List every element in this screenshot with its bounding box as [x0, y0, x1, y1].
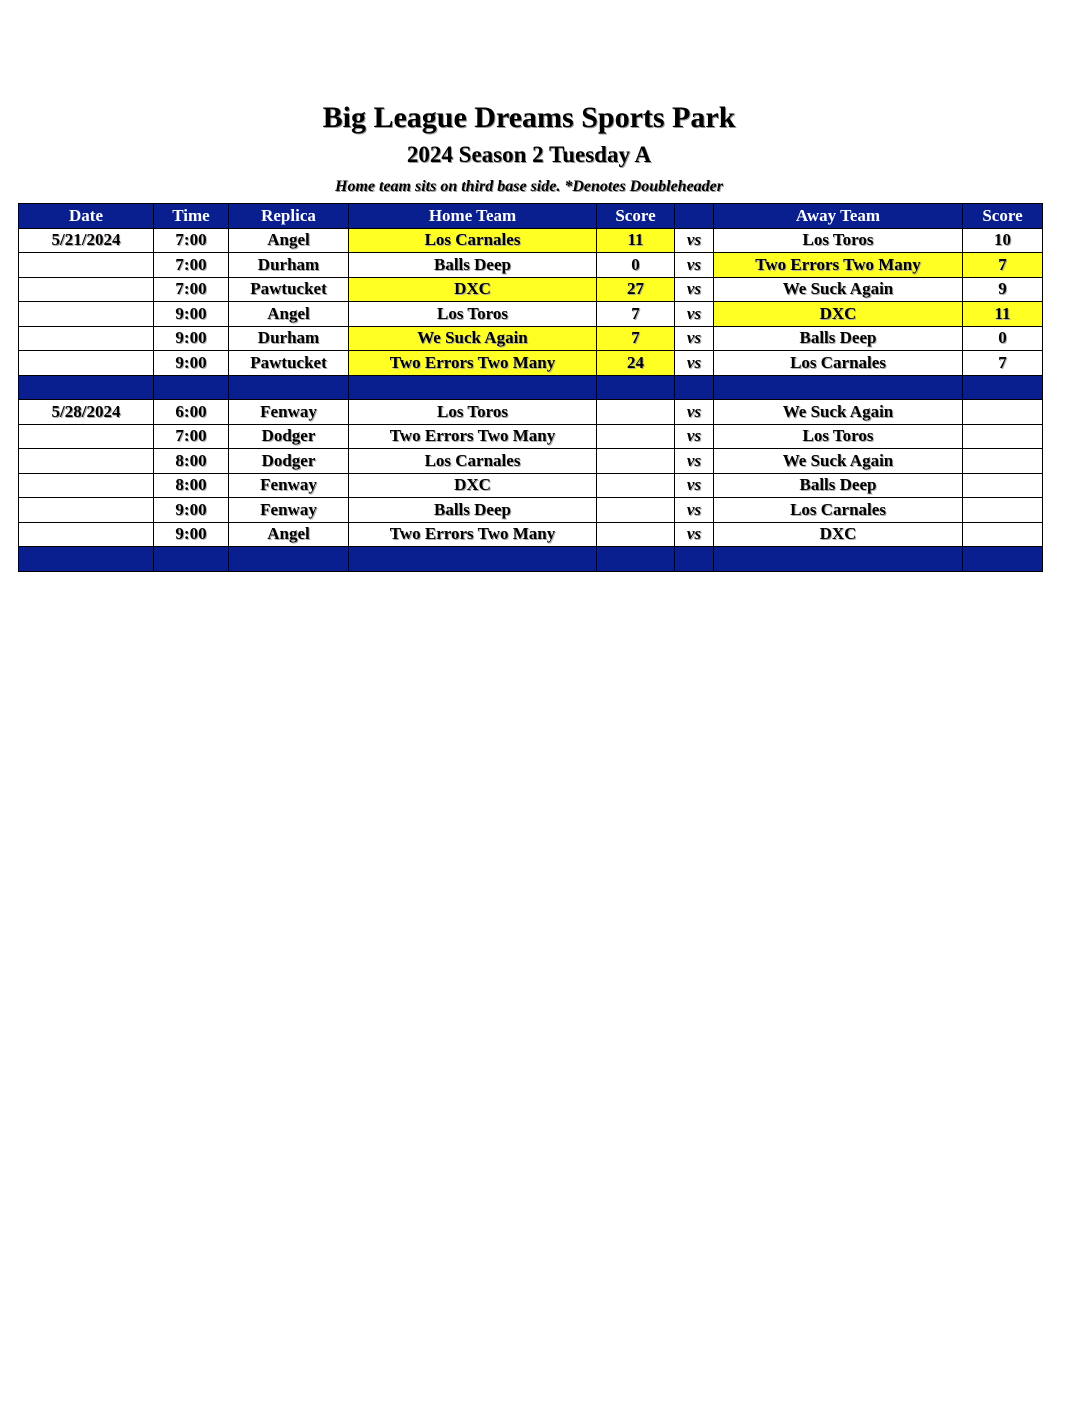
- home-score-cell: [597, 449, 675, 474]
- vs-cell: vs: [675, 400, 714, 425]
- vs-cell: vs: [675, 522, 714, 547]
- away-team-cell: Balls Deep: [714, 326, 963, 351]
- home-score-cell: [597, 473, 675, 498]
- home-score-cell: [597, 498, 675, 523]
- time-cell: 6:00: [154, 400, 229, 425]
- away-score-cell: [963, 498, 1043, 523]
- table-header-row: [19, 204, 1043, 229]
- replica-cell: Angel: [229, 302, 349, 327]
- time-cell: 8:00: [154, 473, 229, 498]
- home-score-cell: 24: [597, 351, 675, 376]
- vs-cell: vs: [675, 351, 714, 376]
- away-score-cell: [963, 424, 1043, 449]
- table-row: [19, 351, 1043, 376]
- time-cell: 9:00: [154, 326, 229, 351]
- table-row: [19, 302, 1043, 327]
- away-score-cell: 0: [963, 326, 1043, 351]
- home-team-cell: Los Toros: [349, 302, 597, 327]
- replica-cell: Fenway: [229, 498, 349, 523]
- home-team-cell: Balls Deep: [349, 498, 597, 523]
- vs-cell: vs: [675, 449, 714, 474]
- table-row: [19, 228, 1043, 253]
- home-score-cell: [597, 522, 675, 547]
- table-row: [19, 400, 1043, 425]
- date-cell: [19, 277, 154, 302]
- time-cell: 7:00: [154, 253, 229, 278]
- header-home-team: Home Team: [349, 204, 597, 229]
- replica-cell: Fenway: [229, 473, 349, 498]
- home-score-cell: [597, 400, 675, 425]
- home-team-cell: Los Carnales: [349, 449, 597, 474]
- replica-cell: Pawtucket: [229, 351, 349, 376]
- replica-cell: Pawtucket: [229, 277, 349, 302]
- away-team-cell: Los Toros: [714, 228, 963, 253]
- home-team-cell: Balls Deep: [349, 253, 597, 278]
- away-team-cell: DXC: [714, 522, 963, 547]
- home-score-cell: 0: [597, 253, 675, 278]
- away-score-cell: 10: [963, 228, 1043, 253]
- header-away-score: Score: [963, 204, 1043, 229]
- away-team-cell: Los Carnales: [714, 351, 963, 376]
- header-date: Date: [19, 204, 154, 229]
- time-cell: 7:00: [154, 228, 229, 253]
- home-team-cell: DXC: [349, 473, 597, 498]
- home-team-cell: Two Errors Two Many: [349, 351, 597, 376]
- date-cell: [19, 498, 154, 523]
- schedule-note: Home team sits on third base side. *Denotes Doubleheader: [335, 178, 723, 195]
- away-team-cell: Two Errors Two Many: [714, 253, 963, 278]
- header-time: Time: [154, 204, 229, 229]
- home-team-cell: Two Errors Two Many: [349, 424, 597, 449]
- away-team-cell: We Suck Again: [714, 277, 963, 302]
- vs-cell: vs: [675, 277, 714, 302]
- vs-cell: vs: [675, 326, 714, 351]
- table-row: [19, 253, 1043, 278]
- table-row: [19, 498, 1043, 523]
- time-cell: 9:00: [154, 522, 229, 547]
- away-team-cell: We Suck Again: [714, 449, 963, 474]
- home-score-cell: [597, 424, 675, 449]
- table-row: [19, 424, 1043, 449]
- away-team-cell: We Suck Again: [714, 400, 963, 425]
- home-team-cell: Los Carnales: [349, 228, 597, 253]
- away-score-cell: 11: [963, 302, 1043, 327]
- date-cell: [19, 326, 154, 351]
- date-cell: [19, 424, 154, 449]
- vs-cell: vs: [675, 498, 714, 523]
- away-score-cell: [963, 400, 1043, 425]
- replica-cell: Durham: [229, 326, 349, 351]
- away-score-cell: 9: [963, 277, 1043, 302]
- table-row: [19, 277, 1043, 302]
- page-title: Big League Dreams Sports Park: [322, 101, 736, 134]
- header-away-team: Away Team: [714, 204, 963, 229]
- replica-cell: Dodger: [229, 424, 349, 449]
- replica-cell: Fenway: [229, 400, 349, 425]
- away-score-cell: 7: [963, 253, 1043, 278]
- table-row: [19, 449, 1043, 474]
- away-team-cell: Los Toros: [714, 424, 963, 449]
- away-team-cell: DXC: [714, 302, 963, 327]
- home-team-cell: Los Toros: [349, 400, 597, 425]
- vs-cell: vs: [675, 253, 714, 278]
- home-score-cell: 7: [597, 326, 675, 351]
- date-cell: [19, 253, 154, 278]
- replica-cell: Dodger: [229, 449, 349, 474]
- schedule-table: [18, 203, 1043, 572]
- date-cell: [19, 302, 154, 327]
- replica-cell: Angel: [229, 522, 349, 547]
- replica-cell: Durham: [229, 253, 349, 278]
- date-cell: 5/21/2024: [19, 228, 154, 253]
- header-home-score: Score: [597, 204, 675, 229]
- vs-cell: vs: [675, 228, 714, 253]
- season-subtitle: 2024 Season 2 Tuesday A: [406, 142, 652, 167]
- home-score-cell: 27: [597, 277, 675, 302]
- time-cell: 9:00: [154, 302, 229, 327]
- away-team-cell: Balls Deep: [714, 473, 963, 498]
- date-cell: [19, 449, 154, 474]
- away-score-cell: [963, 522, 1043, 547]
- vs-cell: vs: [675, 424, 714, 449]
- replica-cell: Angel: [229, 228, 349, 253]
- week-separator-row: [19, 375, 1043, 400]
- vs-cell: vs: [675, 302, 714, 327]
- date-cell: 5/28/2024: [19, 400, 154, 425]
- home-team-cell: DXC: [349, 277, 597, 302]
- table-row: [19, 473, 1043, 498]
- away-score-cell: [963, 473, 1043, 498]
- table-footer-bar: [19, 547, 1043, 572]
- home-score-cell: 7: [597, 302, 675, 327]
- date-cell: [19, 473, 154, 498]
- home-score-cell: 11: [597, 228, 675, 253]
- date-cell: [19, 351, 154, 376]
- date-cell: [19, 522, 154, 547]
- vs-cell: vs: [675, 473, 714, 498]
- away-team-cell: Los Carnales: [714, 498, 963, 523]
- time-cell: 7:00: [154, 277, 229, 302]
- table-row: [19, 326, 1043, 351]
- header-replica: Replica: [229, 204, 349, 229]
- away-score-cell: [963, 449, 1043, 474]
- time-cell: 7:00: [154, 424, 229, 449]
- away-score-cell: 7: [963, 351, 1043, 376]
- time-cell: 9:00: [154, 498, 229, 523]
- table-row: [19, 522, 1043, 547]
- time-cell: 9:00: [154, 351, 229, 376]
- home-team-cell: We Suck Again: [349, 326, 597, 351]
- header-vs: [675, 204, 714, 229]
- time-cell: 8:00: [154, 449, 229, 474]
- home-team-cell: Two Errors Two Many: [349, 522, 597, 547]
